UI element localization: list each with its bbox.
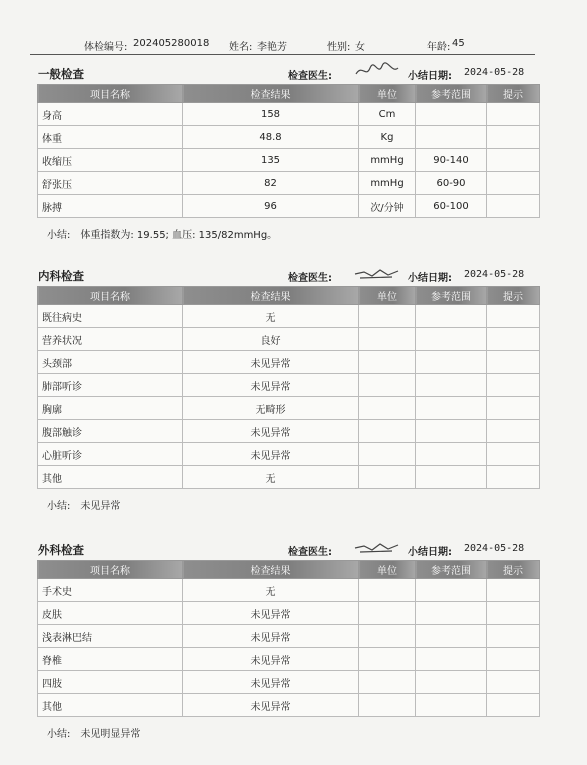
doctor-signature <box>352 264 402 282</box>
hint-cell <box>487 126 540 149</box>
hint-cell <box>487 602 540 625</box>
hint-cell <box>487 328 540 351</box>
column-header: 项目名称 <box>38 85 183 103</box>
result-cell: 无 <box>183 466 359 489</box>
result-cell: 158 <box>183 103 359 126</box>
age-label: 年龄: <box>427 42 451 53</box>
summary-date-label: 小结日期: <box>408 71 452 82</box>
unit-cell: Cm <box>359 103 416 126</box>
result-cell: 135 <box>183 149 359 172</box>
table-row <box>38 694 540 717</box>
unit-cell <box>359 305 416 328</box>
exam-table <box>37 84 540 218</box>
column-header: 项目名称 <box>38 561 183 579</box>
exam-no-label: 体检编号: <box>84 42 128 53</box>
table-row <box>38 149 540 172</box>
column-header: 参考范围 <box>416 561 487 579</box>
hint-cell <box>487 103 540 126</box>
result-cell: 82 <box>183 172 359 195</box>
exam-table <box>37 560 540 717</box>
result-cell: 未见异常 <box>183 694 359 717</box>
range-cell <box>416 103 487 126</box>
table-row <box>38 172 540 195</box>
hint-cell <box>487 579 540 602</box>
patient-age: 45 <box>452 38 465 49</box>
table-row <box>38 351 540 374</box>
column-header: 参考范围 <box>416 287 487 305</box>
result-cell: 无 <box>183 579 359 602</box>
hint-cell <box>487 671 540 694</box>
item-name-cell: 脊椎 <box>38 648 183 671</box>
column-header: 提示 <box>487 287 540 305</box>
patient-name: 李艳芳 <box>257 42 287 53</box>
table-row <box>38 579 540 602</box>
hint-cell <box>487 305 540 328</box>
summary-date: 2024-05-28 <box>464 269 525 280</box>
summary-date-label: 小结日期: <box>408 273 452 284</box>
column-header: 单位 <box>359 561 416 579</box>
result-cell: 未见异常 <box>183 420 359 443</box>
patient-header <box>30 36 535 55</box>
range-cell <box>416 397 487 420</box>
range-cell <box>416 420 487 443</box>
unit-cell: mmHg <box>359 149 416 172</box>
hint-cell <box>487 149 540 172</box>
unit-cell <box>359 648 416 671</box>
range-cell <box>416 648 487 671</box>
item-name-cell: 既往病史 <box>38 305 183 328</box>
column-header: 提示 <box>487 561 540 579</box>
result-cell: 未见异常 <box>183 351 359 374</box>
result-cell: 良好 <box>183 328 359 351</box>
gender-label: 性别: <box>327 42 351 53</box>
name-label: 姓名: <box>229 42 253 53</box>
unit-cell <box>359 351 416 374</box>
doctor-signature <box>352 538 402 556</box>
column-header: 参考范围 <box>416 85 487 103</box>
result-cell: 未见异常 <box>183 602 359 625</box>
table-row <box>38 648 540 671</box>
table-row <box>38 466 540 489</box>
item-name-cell: 胸廓 <box>38 397 183 420</box>
unit-cell <box>359 625 416 648</box>
item-name-cell: 心脏听诊 <box>38 443 183 466</box>
unit-cell <box>359 579 416 602</box>
unit-cell <box>359 694 416 717</box>
column-header: 提示 <box>487 85 540 103</box>
result-cell: 未见异常 <box>183 648 359 671</box>
hint-cell <box>487 195 540 218</box>
hint-cell <box>487 625 540 648</box>
item-name-cell: 头颈部 <box>38 351 183 374</box>
summary-date: 2024-05-28 <box>464 543 525 554</box>
range-cell <box>416 328 487 351</box>
doctor-label: 检查医生: <box>288 273 332 284</box>
range-cell <box>416 126 487 149</box>
hint-cell <box>487 443 540 466</box>
table-row <box>38 671 540 694</box>
table-row <box>38 126 540 149</box>
item-name-cell: 身高 <box>38 103 183 126</box>
table-row <box>38 625 540 648</box>
result-cell: 48.8 <box>183 126 359 149</box>
summary-label: 小结: <box>47 230 71 241</box>
result-cell: 未见异常 <box>183 671 359 694</box>
item-name-cell: 浅表淋巴结 <box>38 625 183 648</box>
item-name-cell: 舒张压 <box>38 172 183 195</box>
unit-cell <box>359 443 416 466</box>
summary-date-label: 小结日期: <box>408 547 452 558</box>
unit-cell <box>359 328 416 351</box>
column-header: 检查结果 <box>183 85 359 103</box>
item-name-cell: 其他 <box>38 466 183 489</box>
unit-cell <box>359 602 416 625</box>
hint-cell <box>487 466 540 489</box>
exam-table <box>37 286 540 489</box>
hint-cell <box>487 694 540 717</box>
range-cell: 60-100 <box>416 195 487 218</box>
result-cell: 96 <box>183 195 359 218</box>
column-header: 单位 <box>359 85 416 103</box>
column-header: 单位 <box>359 287 416 305</box>
range-cell: 90-140 <box>416 149 487 172</box>
unit-cell <box>359 397 416 420</box>
item-name-cell: 四肢 <box>38 671 183 694</box>
summary-text: 体重指数为: 19.55; 血压: 135/82mmHg。 <box>80 230 278 241</box>
unit-cell: mmHg <box>359 172 416 195</box>
result-cell: 未见异常 <box>183 443 359 466</box>
range-cell <box>416 671 487 694</box>
unit-cell: Kg <box>359 126 416 149</box>
table-row <box>38 420 540 443</box>
summary-text: 未见异常 <box>80 501 121 512</box>
table-row <box>38 328 540 351</box>
summary-date: 2024-05-28 <box>464 67 525 78</box>
item-name-cell: 肺部听诊 <box>38 374 183 397</box>
item-name-cell: 皮肤 <box>38 602 183 625</box>
result-cell: 无畸形 <box>183 397 359 420</box>
table-row <box>38 397 540 420</box>
column-header: 检查结果 <box>183 287 359 305</box>
hint-cell <box>487 420 540 443</box>
item-name-cell: 收缩压 <box>38 149 183 172</box>
section-title: 一般检查 <box>38 67 84 81</box>
unit-cell: 次/分钟 <box>359 195 416 218</box>
range-cell <box>416 351 487 374</box>
unit-cell <box>359 420 416 443</box>
item-name-cell: 腹部触诊 <box>38 420 183 443</box>
table-row <box>38 103 540 126</box>
table-row <box>38 602 540 625</box>
item-name-cell: 体重 <box>38 126 183 149</box>
table-row <box>38 443 540 466</box>
result-cell: 未见异常 <box>183 374 359 397</box>
table-row <box>38 305 540 328</box>
doctor-label: 检查医生: <box>288 547 332 558</box>
hint-cell <box>487 397 540 420</box>
section-summary <box>47 226 277 241</box>
unit-cell <box>359 466 416 489</box>
patient-gender: 女 <box>355 42 365 53</box>
section-summary <box>47 497 120 512</box>
item-name-cell: 其他 <box>38 694 183 717</box>
hint-cell <box>487 172 540 195</box>
range-cell <box>416 579 487 602</box>
summary-label: 小结: <box>47 501 71 512</box>
doctor-label: 检查医生: <box>288 71 332 82</box>
item-name-cell: 营养状况 <box>38 328 183 351</box>
section-summary <box>47 725 140 740</box>
range-cell <box>416 694 487 717</box>
range-cell <box>416 625 487 648</box>
column-header: 检查结果 <box>183 561 359 579</box>
range-cell <box>416 443 487 466</box>
column-header: 项目名称 <box>38 287 183 305</box>
summary-label: 小结: <box>47 729 71 740</box>
range-cell <box>416 466 487 489</box>
exam-no: 202405280018 <box>133 38 210 49</box>
range-cell <box>416 305 487 328</box>
range-cell <box>416 602 487 625</box>
item-name-cell: 脉搏 <box>38 195 183 218</box>
section-title: 外科检查 <box>38 543 84 557</box>
table-row <box>38 374 540 397</box>
range-cell: 60-90 <box>416 172 487 195</box>
result-cell: 无 <box>183 305 359 328</box>
hint-cell <box>487 374 540 397</box>
item-name-cell: 手术史 <box>38 579 183 602</box>
summary-text: 未见明显异常 <box>80 729 141 740</box>
hint-cell <box>487 648 540 671</box>
table-row <box>38 195 540 218</box>
unit-cell <box>359 671 416 694</box>
section-title: 内科检查 <box>38 269 84 283</box>
range-cell <box>416 374 487 397</box>
doctor-signature <box>352 62 402 80</box>
result-cell: 未见异常 <box>183 625 359 648</box>
unit-cell <box>359 374 416 397</box>
hint-cell <box>487 351 540 374</box>
